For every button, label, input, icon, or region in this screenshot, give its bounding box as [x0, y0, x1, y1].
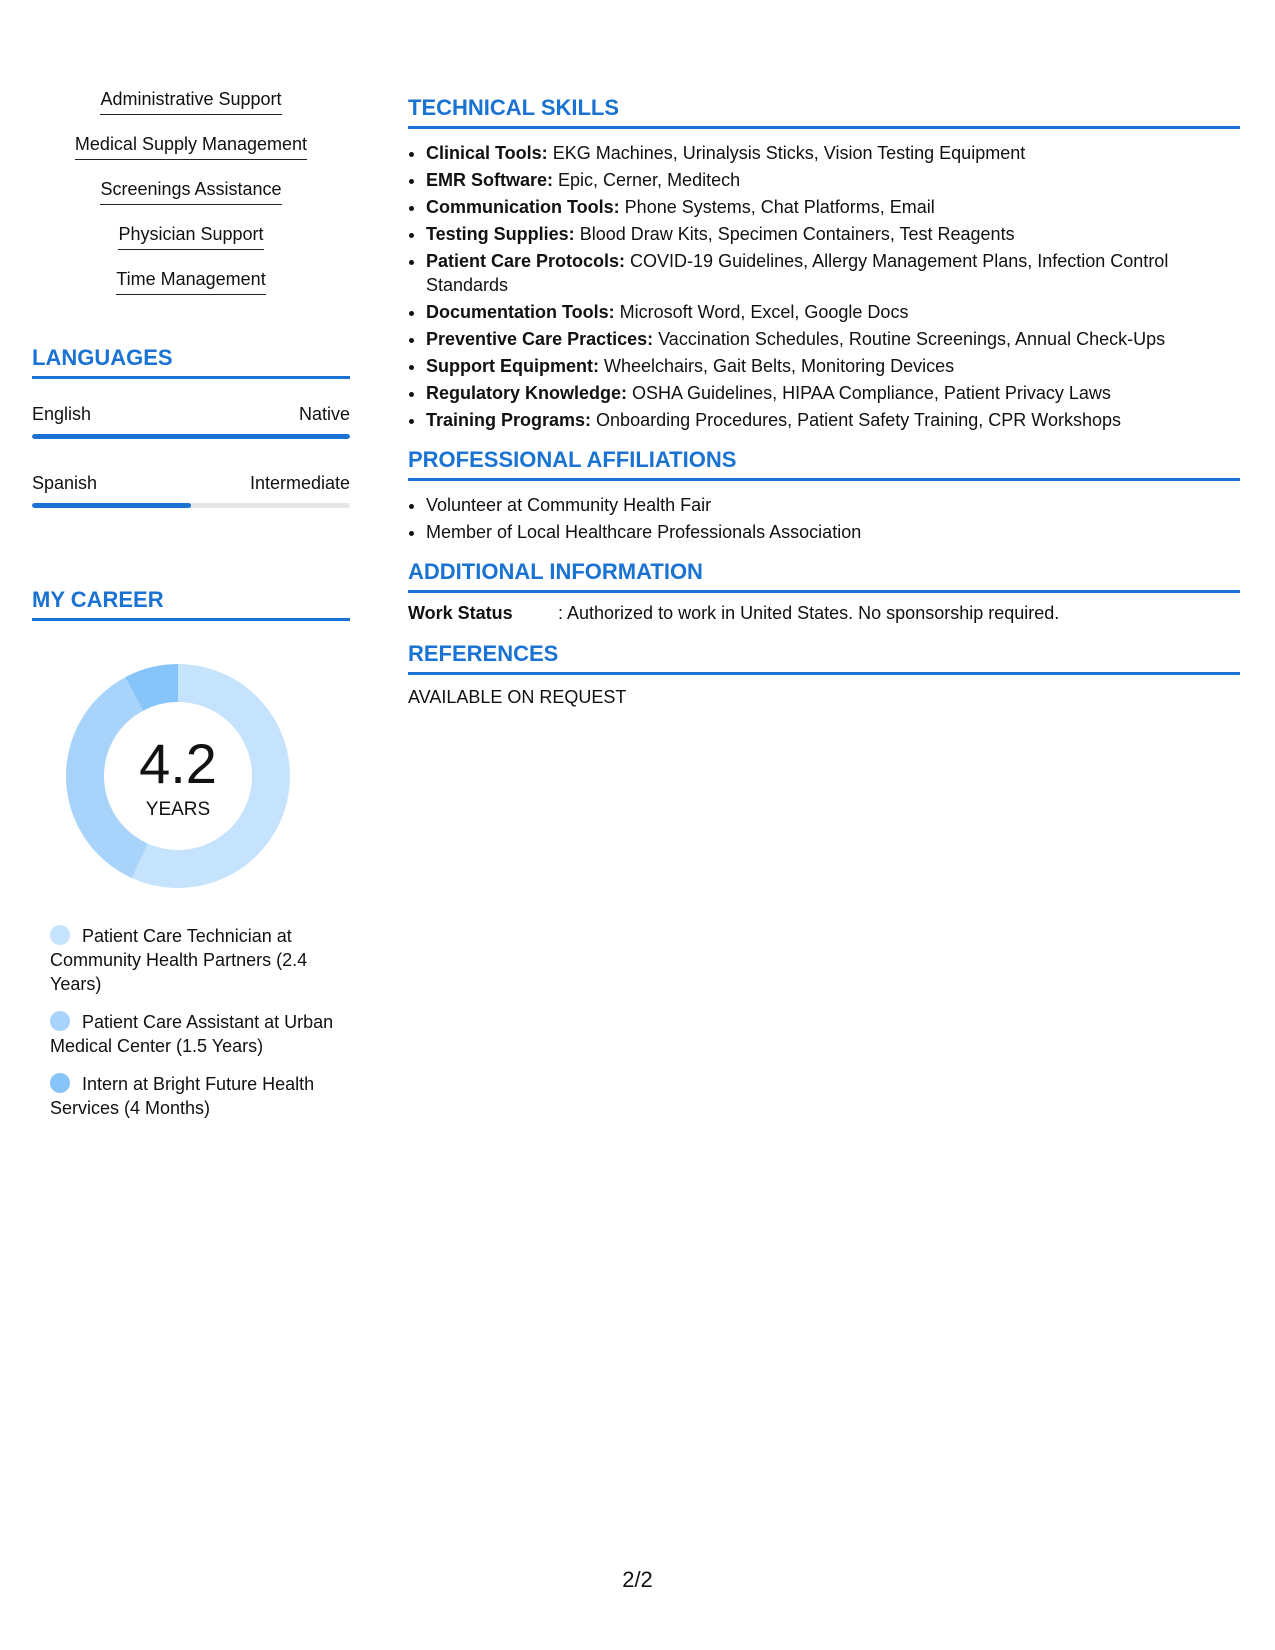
skill-values: OSHA Guidelines, HIPAA Compliance, Patient Privacy Laws [627, 383, 1111, 403]
legend-item: Patient Care Assistant at Urban Medical Center (1.5 Years) [50, 1012, 334, 1056]
technical-skills-list [408, 141, 1240, 432]
list-item: • Volunteer at Community Health Fair [426, 493, 1240, 517]
language-level: Intermediate [249, 473, 350, 493]
career-total: 4.2 [139, 732, 217, 795]
career-legend [50, 924, 340, 1134]
additional-info-section [408, 558, 1240, 625]
skill-category: EMR Software: [426, 170, 554, 190]
technical-skill-item [426, 195, 1240, 219]
language-level: Native [298, 404, 350, 424]
legend-dot [50, 1073, 70, 1093]
skill-category: Preventive Care Practices: [426, 329, 654, 349]
language-bar [32, 434, 350, 439]
page-number: 2/2 [622, 1567, 653, 1592]
affiliations-list [408, 493, 1240, 544]
references-text: AVAILABLE ON REQUEST [408, 687, 627, 707]
skill-category: Regulatory Knowledge: [426, 383, 628, 403]
references-heading: REFERENCES [408, 640, 1240, 675]
skill-values: Onboarding Procedures, Patient Safety Training, CPR Workshops [591, 410, 1121, 430]
language-bar-fill [32, 434, 350, 439]
technical-skill-item [426, 222, 1240, 246]
additional-info-heading: ADDITIONAL INFORMATION [408, 558, 1240, 593]
skill-category: Patient Care Protocols: [426, 251, 626, 271]
skill-category: Clinical Tools: [426, 143, 548, 163]
work-status-label: Work Status [408, 603, 513, 623]
legend-dot [50, 1011, 70, 1031]
skill-item: Medical Supply Management [32, 131, 350, 176]
skill-category: Documentation Tools: [426, 302, 615, 322]
skill-category: Testing Supplies: [426, 224, 575, 244]
language-name: Spanish [32, 473, 98, 493]
language-row-spanish [32, 471, 350, 508]
language-row-english [32, 402, 350, 439]
technical-skills-section [408, 94, 1240, 435]
skill-category: Training Programs: [426, 410, 592, 430]
technical-skill-item [426, 381, 1240, 405]
language-name: English [32, 404, 92, 424]
skill-values: Phone Systems, Chat Platforms, Email [619, 197, 935, 217]
skills-list [32, 86, 350, 311]
skill-category: Support Equipment: [426, 356, 599, 376]
career-unit: YEARS [145, 799, 211, 820]
legend-item: Patient Care Technician at Community Health Partners (2.4 Years) [50, 926, 308, 994]
technical-skill-item [426, 354, 1240, 378]
skill-values: EKG Machines, Urinalysis Sticks, Vision Testing Equipment [547, 143, 1026, 163]
work-status-value: : Authorized to work in United States. No sponsorship required. [558, 603, 1060, 623]
skill-values: Wheelchairs, Gait Belts, Monitoring Devices [598, 356, 955, 376]
affiliations-heading: PROFESSIONAL AFFILIATIONS [408, 446, 1240, 481]
legend-item: Intern at Bright Future Health Services (4 Months) [50, 1074, 315, 1118]
technical-skill-item [426, 249, 1240, 297]
work-status-row [408, 601, 1240, 625]
technical-skill-item [426, 168, 1240, 192]
technical-skill-item [426, 408, 1240, 432]
skill-values: Microsoft Word, Excel, Google Docs [614, 302, 909, 322]
languages-heading: LANGUAGES [32, 344, 350, 379]
references-section [408, 640, 1240, 709]
legend-dot [50, 925, 70, 945]
technical-skill-item [426, 327, 1240, 351]
technical-skill-item [426, 141, 1240, 165]
technical-skill-item [426, 300, 1240, 324]
career-heading: MY CAREER [32, 586, 350, 621]
skill-category: Communication Tools: [426, 197, 620, 217]
language-bar-fill [32, 503, 191, 508]
technical-skills-heading: TECHNICAL SKILLS [408, 94, 1240, 129]
affiliations-section [408, 446, 1240, 547]
skill-item: Physician Support [32, 221, 350, 266]
skill-item: Time Management [32, 266, 350, 311]
skill-values: Blood Draw Kits, Specimen Containers, Test Reagents [574, 224, 1015, 244]
skill-item: Screenings Assistance [32, 176, 350, 221]
list-item: • Member of Local Healthcare Professionals Association [426, 520, 1240, 544]
skill-values: Vaccination Schedules, Routine Screenings, Annual Check-Ups [653, 329, 1166, 349]
skill-values: Epic, Cerner, Meditech [553, 170, 741, 190]
skill-values: COVID-19 Guidelines, Allergy Management Plans, Infection Control Standards [426, 251, 1169, 295]
language-bar [32, 503, 350, 508]
skill-item: Administrative Support [32, 86, 350, 131]
